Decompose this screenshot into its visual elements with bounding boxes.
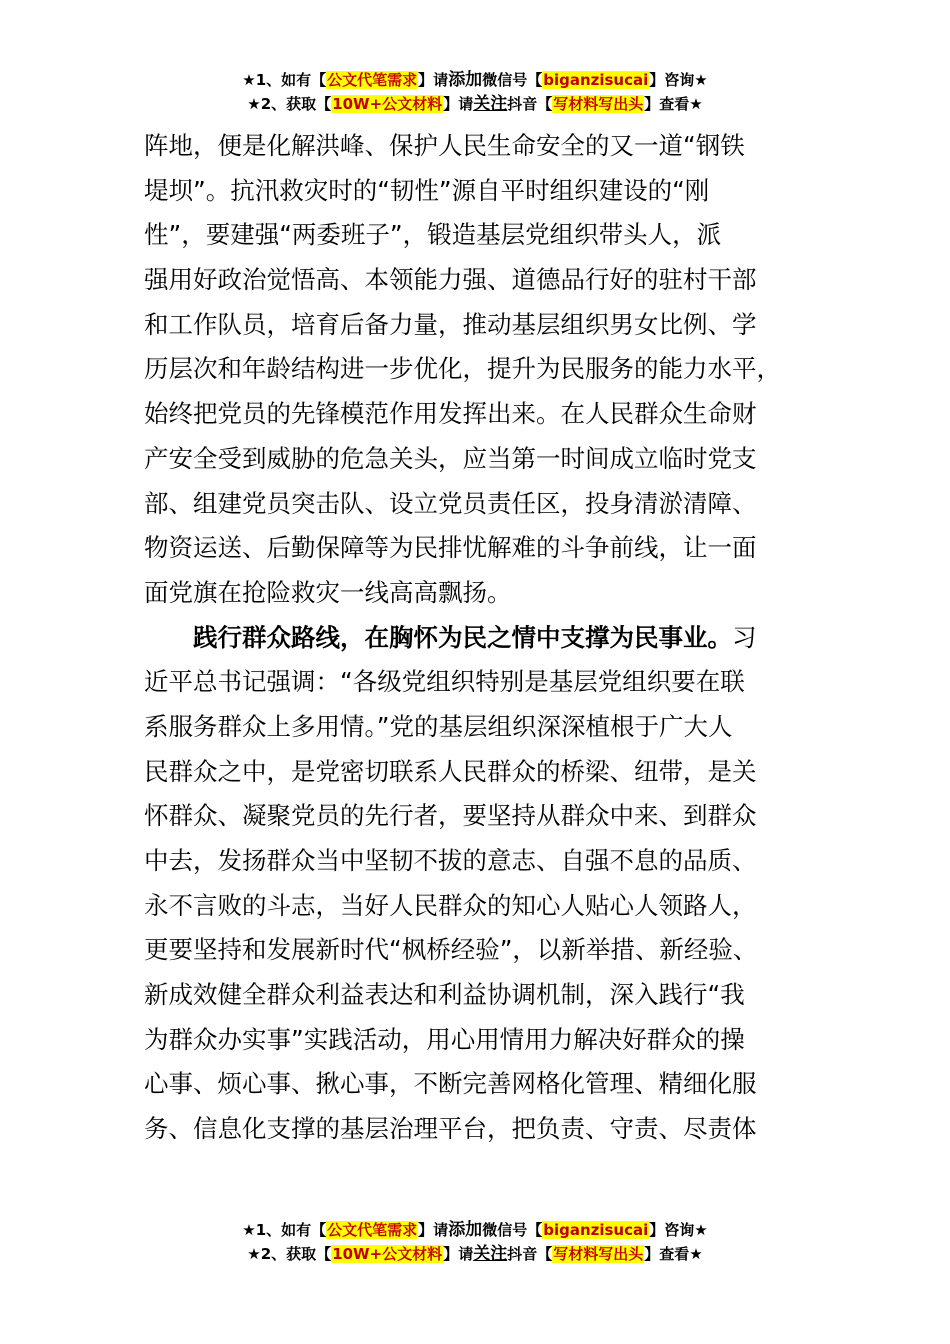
text-line: 历层次和年龄结构进一步优化，提升为民服务的能力水平， [144,354,781,384]
banner-line-1 [0,1218,950,1242]
text-line: 为群众办实事”实践活动，用心用情用力解决好群众的操 [144,1024,745,1054]
banner-highlight: 公文代笔需求 [327,71,418,89]
banner-text: ★2、获取【 [247,95,332,113]
text-line: 性”，要建强“两委班子”，锻造基层党组织带头人，派 [144,220,722,250]
text-line: 产安全受到威胁的危急关头，应当第一时间成立临时党支 [144,443,757,473]
text-line: 心事、烦心事、揪心事，不断完善网格化管理、精细化服 [144,1069,757,1099]
banner-text: ★1、如有【 [242,1221,327,1239]
paragraph-heading: 践行群众路线，在胸怀为民之情中支撑为民事业。 [193,622,732,652]
header-banner [0,68,950,116]
text-line: 新成效健全群众利益表达和利益协调机制，深入践行“我 [144,980,745,1010]
text-line: 中去，发扬群众当中坚韧不拔的意志、自强不息的品质、 [144,846,757,875]
banner-text: 】请 [418,71,449,89]
banner-text: 】咨询★ [649,1221,708,1239]
banner-emphasis: 关注 [473,1244,508,1264]
text-line: 始终把党员的先锋模范作用发挥出来。在人民群众生命财 [144,399,757,429]
text-fragment: 习 [732,622,757,652]
banner-text: 】请 [443,95,474,113]
banner-emphasis: 添加 [448,70,483,90]
text-line: 阵地，便是化解洪峰、保护人民生命安全的又一道“钢铁 [144,131,745,160]
text-line: 系服务群众上多用情。”党的基层组织深深植根于广大人 [144,711,733,741]
banner-text: ★1、如有【 [242,71,327,89]
document-body [144,124,808,1152]
paragraph-heading-line [144,616,808,661]
text-line: 近平总书记强调：“各级党组织特别是基层党组织要在联 [144,667,745,697]
text-line: 民群众之中，是党密切联系人民群众的桥梁、纽带，是关 [144,756,757,786]
footer-banner [0,1218,950,1266]
banner-text: 微信号【 [482,1221,543,1239]
banner-highlight: 10W+公文材料 [332,1245,443,1263]
banner-line-1 [0,68,950,92]
banner-text: 抖音【 [507,1245,553,1263]
text-line: 和工作队员，培育后备力量，推动基层组织男女比例、学 [144,309,757,339]
text-line: 永不言败的斗志，当好人民群众的知心人贴心人领路人， [144,890,757,920]
banner-text: 】咨询★ [649,71,708,89]
banner-text: 】查看★ [644,95,703,113]
banner-text: 】请 [418,1221,449,1239]
text-line: 更要坚持和发展新时代“枫桥经验”，以新举措、新经验、 [144,935,758,965]
banner-emphasis: 关注 [473,94,508,114]
banner-line-2 [0,1242,950,1266]
text-line: 堤坝”。抗汛救灾时的“韧性”源自平时组织建设的“刚 [144,175,710,205]
text-line: 部、组建党员突击队、设立党员责任区，投身清淤清障、 [144,488,757,518]
text-line: 务、信息化支撑的基层治理平台，把负责、守责、尽责体 [144,1114,757,1144]
banner-text: 抖音【 [507,95,553,113]
text-line: 面党旗在抢险救灾一线高高飘扬。 [144,577,512,607]
banner-text: 微信号【 [482,71,543,89]
text-line: 强用好政治觉悟高、本领能力强、道德品行好的驻村干部 [144,265,757,295]
banner-emphasis: 添加 [448,1220,483,1240]
banner-highlight: biganzisucai [543,1221,649,1239]
banner-highlight: 写材料写出头 [553,95,644,113]
banner-text: ★2、获取【 [247,1245,332,1263]
banner-highlight: biganzisucai [543,71,649,89]
banner-line-2 [0,92,950,116]
banner-highlight: 公文代笔需求 [327,1221,418,1239]
banner-highlight: 10W+公文材料 [332,95,443,113]
text-line: 怀群众、凝聚党员的先行者，要坚持从群众中来、到群众 [144,801,757,831]
banner-text: 】查看★ [644,1245,703,1263]
banner-text: 】请 [443,1245,474,1263]
banner-highlight: 写材料写出头 [553,1245,644,1263]
text-line: 物资运送、后勤保障等为民排忧解难的斗争前线，让一面 [144,533,757,563]
